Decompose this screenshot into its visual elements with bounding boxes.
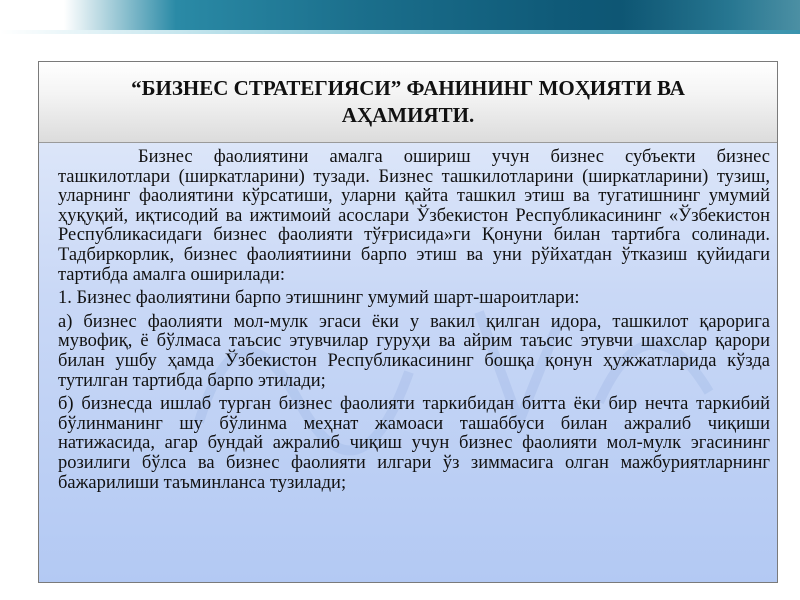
top-decorative-strip xyxy=(0,30,800,34)
paragraph-item-a: а) бизнес фаолияти мол-мулк эгаси ёки у вакил қилган идора, ташкилот қарорига мувофиқ, ё бўлмаса таъсис этувчилар гуруҳи ва айрим таъсис этувчи шахслар қарори билан ушбу ҳамда Ўзбекистон Республикасининг бошқа қонун ҳужжатларида кўзда тутилган тартибда барпо этилади; xyxy=(58,311,770,391)
slide-body xyxy=(58,148,770,497)
slide-card xyxy=(38,61,778,583)
slide-title: “БИЗНЕС СТРАТЕГИЯСИ” ФАНИНИНГ МОҲИЯТИ ВА АҲАМИЯТИ. xyxy=(131,76,685,127)
paragraph-intro: Бизнес фаолиятини амалга ошириш учун бизнес субъекти бизнес ташкилотлари (ширкатларини) тузади. Бизнес ташкилотларини (ширкатларини) тузиш, уларнинг фаолиятини кўрсатиши, уларни қайта ташкил этиш ва тугатишнинг умумий ҳуқуқий, иқтисодий ва ижтимоий асослари Ўзбекистон Республикасининг «Ўзбекистон Республикасидаги бизнес фаолияти тўғрисида»ги Қонуни билан тартибга солинади. Тадбиркорлик, бизнес фаолиятиини барпо этиш ва уни рўйхатдан ўтказиш қуйидаги тартибда амалга оширилади: xyxy=(58,147,770,285)
top-bar-highlight xyxy=(620,0,800,30)
slide-header xyxy=(39,62,777,143)
paragraph-conditions-heading: 1. Бизнес фаолиятини барпо этишнинг умумий шарт-шароитлари: xyxy=(58,288,580,309)
paragraph-item-b: б) бизнесда ишлаб турган бизнес фаолияти таркибидан битта ёки бир нечта таркибий бўлинманинг шу бўлинма меҳнат жамоаси ташаббуси билан ажралиб чиқиши натижасида, агар бундай ажралиб чиқиш учун бизнес фаолияти мол-мулк эгасининг розилиги бўлса ва бизнес фаолияти илгари ўз зиммасига олган мажбуриятларнинг бажарилиши таъминланса тузилади; xyxy=(58,394,770,493)
